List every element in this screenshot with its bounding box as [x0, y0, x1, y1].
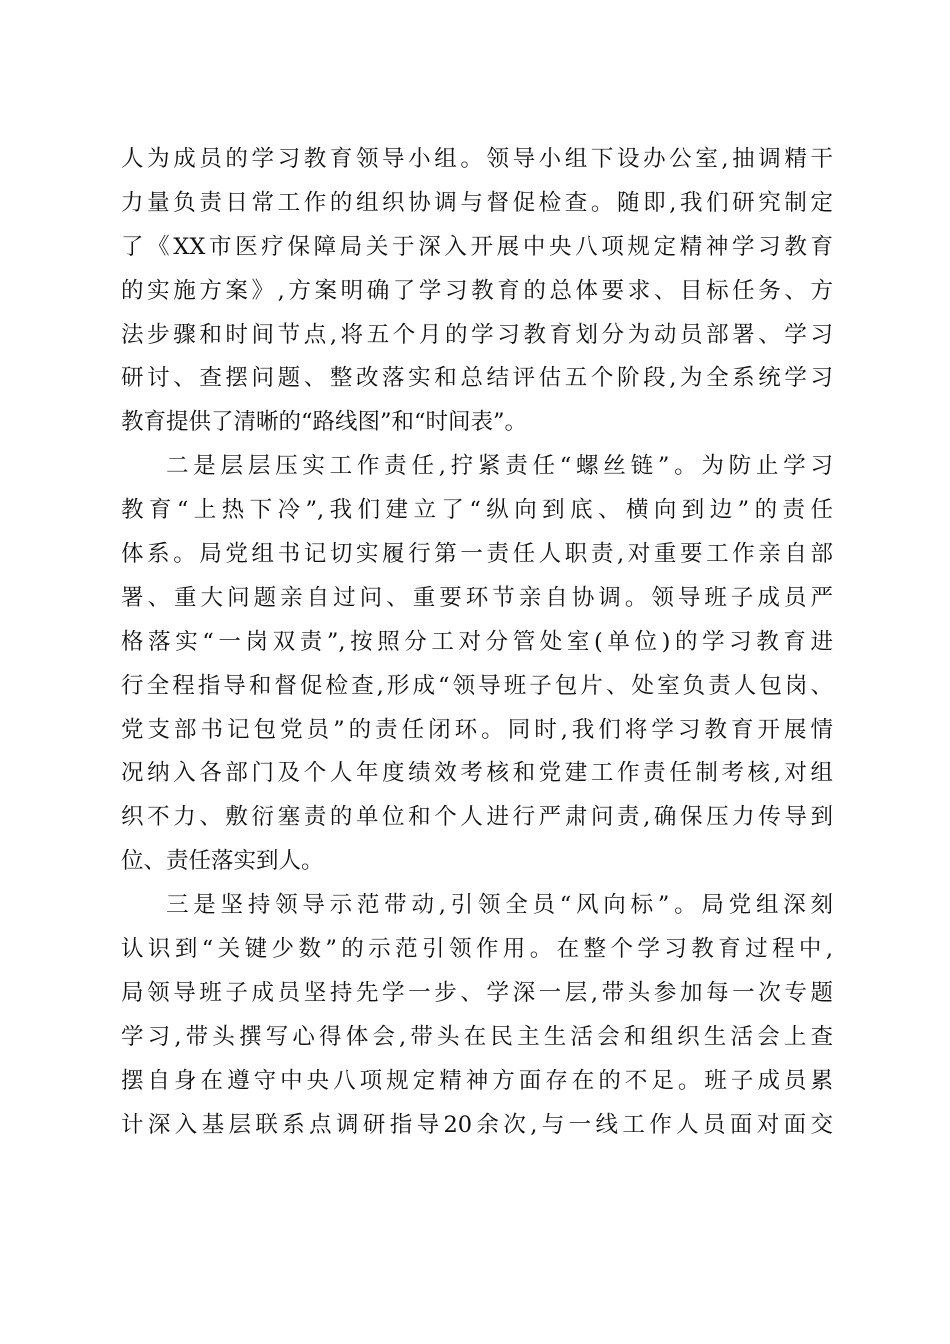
- text-line: 计深入基层联系点调研指导20余次,与一线工作人员面对面交: [121, 1111, 833, 1138]
- text-line: 况纳入各部门及个人年度绩效考核和党建工作责任制考核,对组: [121, 760, 833, 787]
- text-line: 研讨、查摆问题、整改落实和总结评估五个阶段,为全系统学习: [121, 365, 833, 392]
- text-line: 教育“上热下冷”,我们建立了“纵向到底、横向到边”的责任: [121, 497, 833, 524]
- text-line: 署、重大问题亲自过问、重要环节亲自协调。领导班子成员严: [121, 584, 833, 611]
- text-line: 学习,带头撰写心得体会,带头在民主生活会和组织生活会上查: [121, 1023, 833, 1050]
- text-line: 行全程指导和督促检查,形成“领导班子包片、处室负责人包岗、: [121, 672, 833, 699]
- text-line: 认识到“关键少数”的示范引领作用。在整个学习教育过程中,: [121, 936, 833, 963]
- paragraph-first-line: 三是坚持领导示范带动,引领全员“风向标”。局党组深刻: [166, 892, 833, 919]
- text-line: 的实施方案》,方案明确了学习教育的总体要求、目标任务、方: [121, 277, 833, 304]
- text-line: 法步骤和时间节点,将五个月的学习教育划分为动员部署、学习: [121, 321, 833, 348]
- text-line: 位、责任落实到人。: [121, 848, 324, 875]
- text-line: 党支部书记包党员”的责任闭环。同时,我们将学习教育开展情: [121, 716, 833, 743]
- text-line: 教育提供了清晰的“路线图”和“时间表”。: [121, 409, 528, 436]
- text-line: 格落实“一岗双责”,按照分工对分管处室(单位)的学习教育进: [121, 628, 833, 655]
- paragraph-first-line: 二是层层压实工作责任,拧紧责任“螺丝链”。为防止学习: [166, 453, 833, 480]
- body-text: [121, 138, 833, 1147]
- text-line: 力量负责日常工作的组织协调与督促检查。随即,我们研究制定: [121, 189, 833, 216]
- text-line: 了《XX市医疗保障局关于深入开展中央八项规定精神学习教育: [121, 233, 833, 260]
- text-line: 体系。局党组书记切实履行第一责任人职责,对重要工作亲自部: [121, 541, 833, 568]
- text-line: 摆自身在遵守中央八项规定精神方面存在的不足。班子成员累: [121, 1067, 833, 1094]
- text-line: 人为成员的学习教育领导小组。领导小组下设办公室,抽调精干: [121, 146, 833, 172]
- text-line: 局领导班子成员坚持先学一步、学深一层,带头参加每一次专题: [121, 979, 833, 1006]
- text-line: 织不力、敷衍塞责的单位和个人进行严肃问责,确保压力传导到: [121, 804, 833, 831]
